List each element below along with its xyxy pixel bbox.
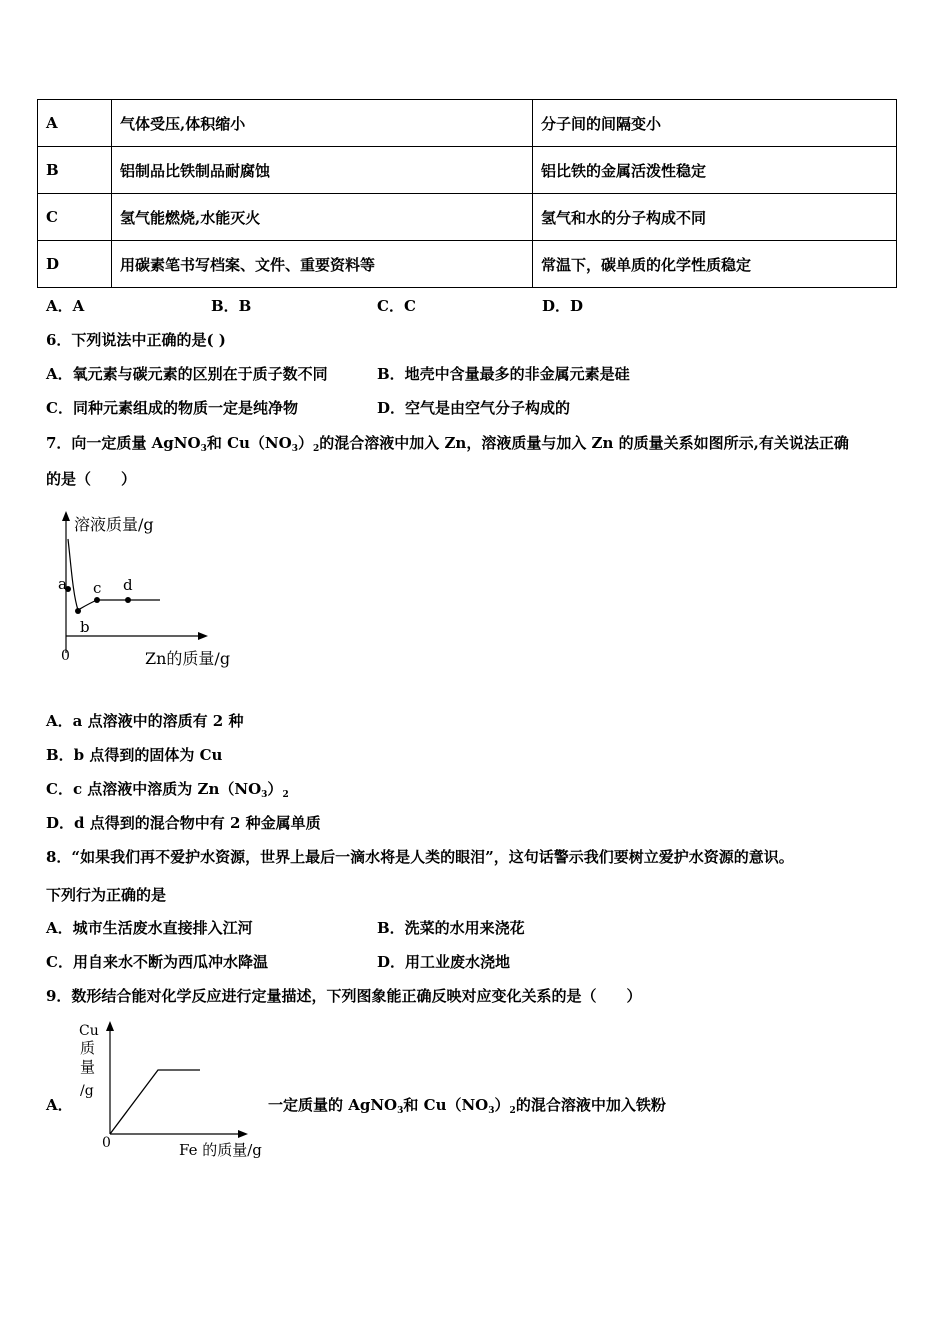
q6-stem: 6．下列说法中正确的是( )	[46, 331, 226, 349]
y-axis-label-line4: /g	[80, 1083, 94, 1099]
q7-stem: 7．向一定质量 AgNO$_3$和 $Cu(NO_3)_2$的混合溶液中加入 Zn，溶液质量与加入 Zn 的质量关系如图所示,有关说法正确	[46, 434, 849, 454]
row-fact: 用碳素笔书写档案、文件、重要资料等	[112, 241, 533, 288]
q9-option-a[interactable]: A．	[46, 1096, 73, 1114]
row-explain: 铝比铁的金属活泼性稳定	[533, 147, 897, 194]
table-row	[38, 241, 897, 288]
y-axis-label: 溶液质量/g	[74, 515, 154, 534]
row-label: A	[38, 100, 112, 147]
q7-option-b[interactable]: B．b 点得到的固体为 Cu	[46, 746, 223, 764]
row-fact: 氢气能燃烧,水能灭火	[112, 194, 533, 241]
q8-stem-line2: 下列行为正确的是	[46, 886, 167, 904]
point-b	[75, 608, 81, 614]
x-axis-label: Zn的质量/g	[145, 649, 231, 668]
q7-option-c[interactable]: C．c 点溶液中溶质为 $Zn(NO_3)_2$	[46, 780, 289, 800]
y-axis-label-line3: 量	[80, 1058, 96, 1076]
q5-table	[37, 99, 897, 288]
y-axis-label-line1: Cu	[79, 1023, 99, 1039]
q9-option-a-desc: 一定质量的 AgNO$_3$和 $Cu(NO_3)_2$的混合溶液中加入铁粉	[268, 1096, 666, 1116]
q5-option-a[interactable]: A．A	[46, 297, 85, 315]
point-b-label: b	[80, 618, 90, 636]
row-explain: 常温下，碳单质的化学性质稳定	[533, 241, 897, 288]
point-d-label: d	[123, 576, 133, 594]
row-explain: 氢气和水的分子构成不同	[533, 194, 897, 241]
q9-stem: 9．数形结合能对化学反应进行定量描述，下列图象能正确反映对应变化关系的是（ ）	[46, 987, 642, 1005]
row-fact: 铝制品比铁制品耐腐蚀	[112, 147, 533, 194]
table-row	[38, 194, 897, 241]
q7-stem-line2: 的是（ ）	[46, 470, 137, 488]
origin-label: 0	[102, 1135, 111, 1151]
point-a-label: a	[58, 575, 67, 593]
q7-option-a[interactable]: A．a 点溶液中的溶质有 2 种	[46, 712, 244, 730]
q7-chart	[40, 505, 255, 680]
point-c	[94, 597, 100, 603]
row-label: C	[38, 194, 112, 241]
y-axis-arrow	[62, 511, 70, 521]
q8-option-c[interactable]: C．用自来水不断为西瓜冲水降温	[46, 953, 268, 971]
q8-stem: 8．“如果我们再不爱护水资源，世界上最后一滴水将是人类的眼泪”，这句话警示我们要树立爱护水资源的意识。	[46, 848, 794, 866]
q8-option-d[interactable]: D．用工业废水浇地	[377, 953, 511, 971]
curve-line	[110, 1070, 200, 1134]
origin-label: 0	[61, 648, 70, 664]
row-fact: 气体受压,体积缩小	[112, 100, 533, 147]
q8-option-a[interactable]: A．城市生活废水直接排入江河	[46, 919, 253, 937]
x-axis-label: Fe 的质量/g	[179, 1141, 262, 1159]
q6-option-b[interactable]: B．地壳中含量最多的非金属元素是硅	[377, 365, 630, 383]
table-row	[38, 100, 897, 147]
x-axis-arrow	[198, 632, 208, 640]
point-c-label: c	[93, 579, 102, 597]
y-axis-arrow	[106, 1021, 114, 1031]
q6-option-d[interactable]: D．空气是由空气分子构成的	[377, 399, 571, 417]
row-label: D	[38, 241, 112, 288]
row-explain: 分子间的间隔变小	[533, 100, 897, 147]
point-d	[125, 597, 131, 603]
q9-chart	[70, 1015, 270, 1163]
y-axis-label-line2: 质	[80, 1039, 96, 1057]
x-axis-arrow	[238, 1130, 248, 1138]
q6-option-a[interactable]: A．氧元素与碳元素的区别在于质子数不同	[46, 365, 328, 383]
q5-option-b[interactable]: B．B	[211, 297, 252, 315]
q5-option-d[interactable]: D．D	[542, 297, 584, 315]
q8-option-b[interactable]: B．洗菜的水用来浇花	[377, 919, 525, 937]
curve-line	[68, 539, 160, 610]
q5-option-c[interactable]: C．C	[377, 297, 416, 315]
q7-option-d[interactable]: D．d 点得到的混合物中有 2 种金属单质	[46, 814, 321, 832]
table-row	[38, 147, 897, 194]
row-label: B	[38, 147, 112, 194]
q6-option-c[interactable]: C．同种元素组成的物质一定是纯净物	[46, 399, 298, 417]
